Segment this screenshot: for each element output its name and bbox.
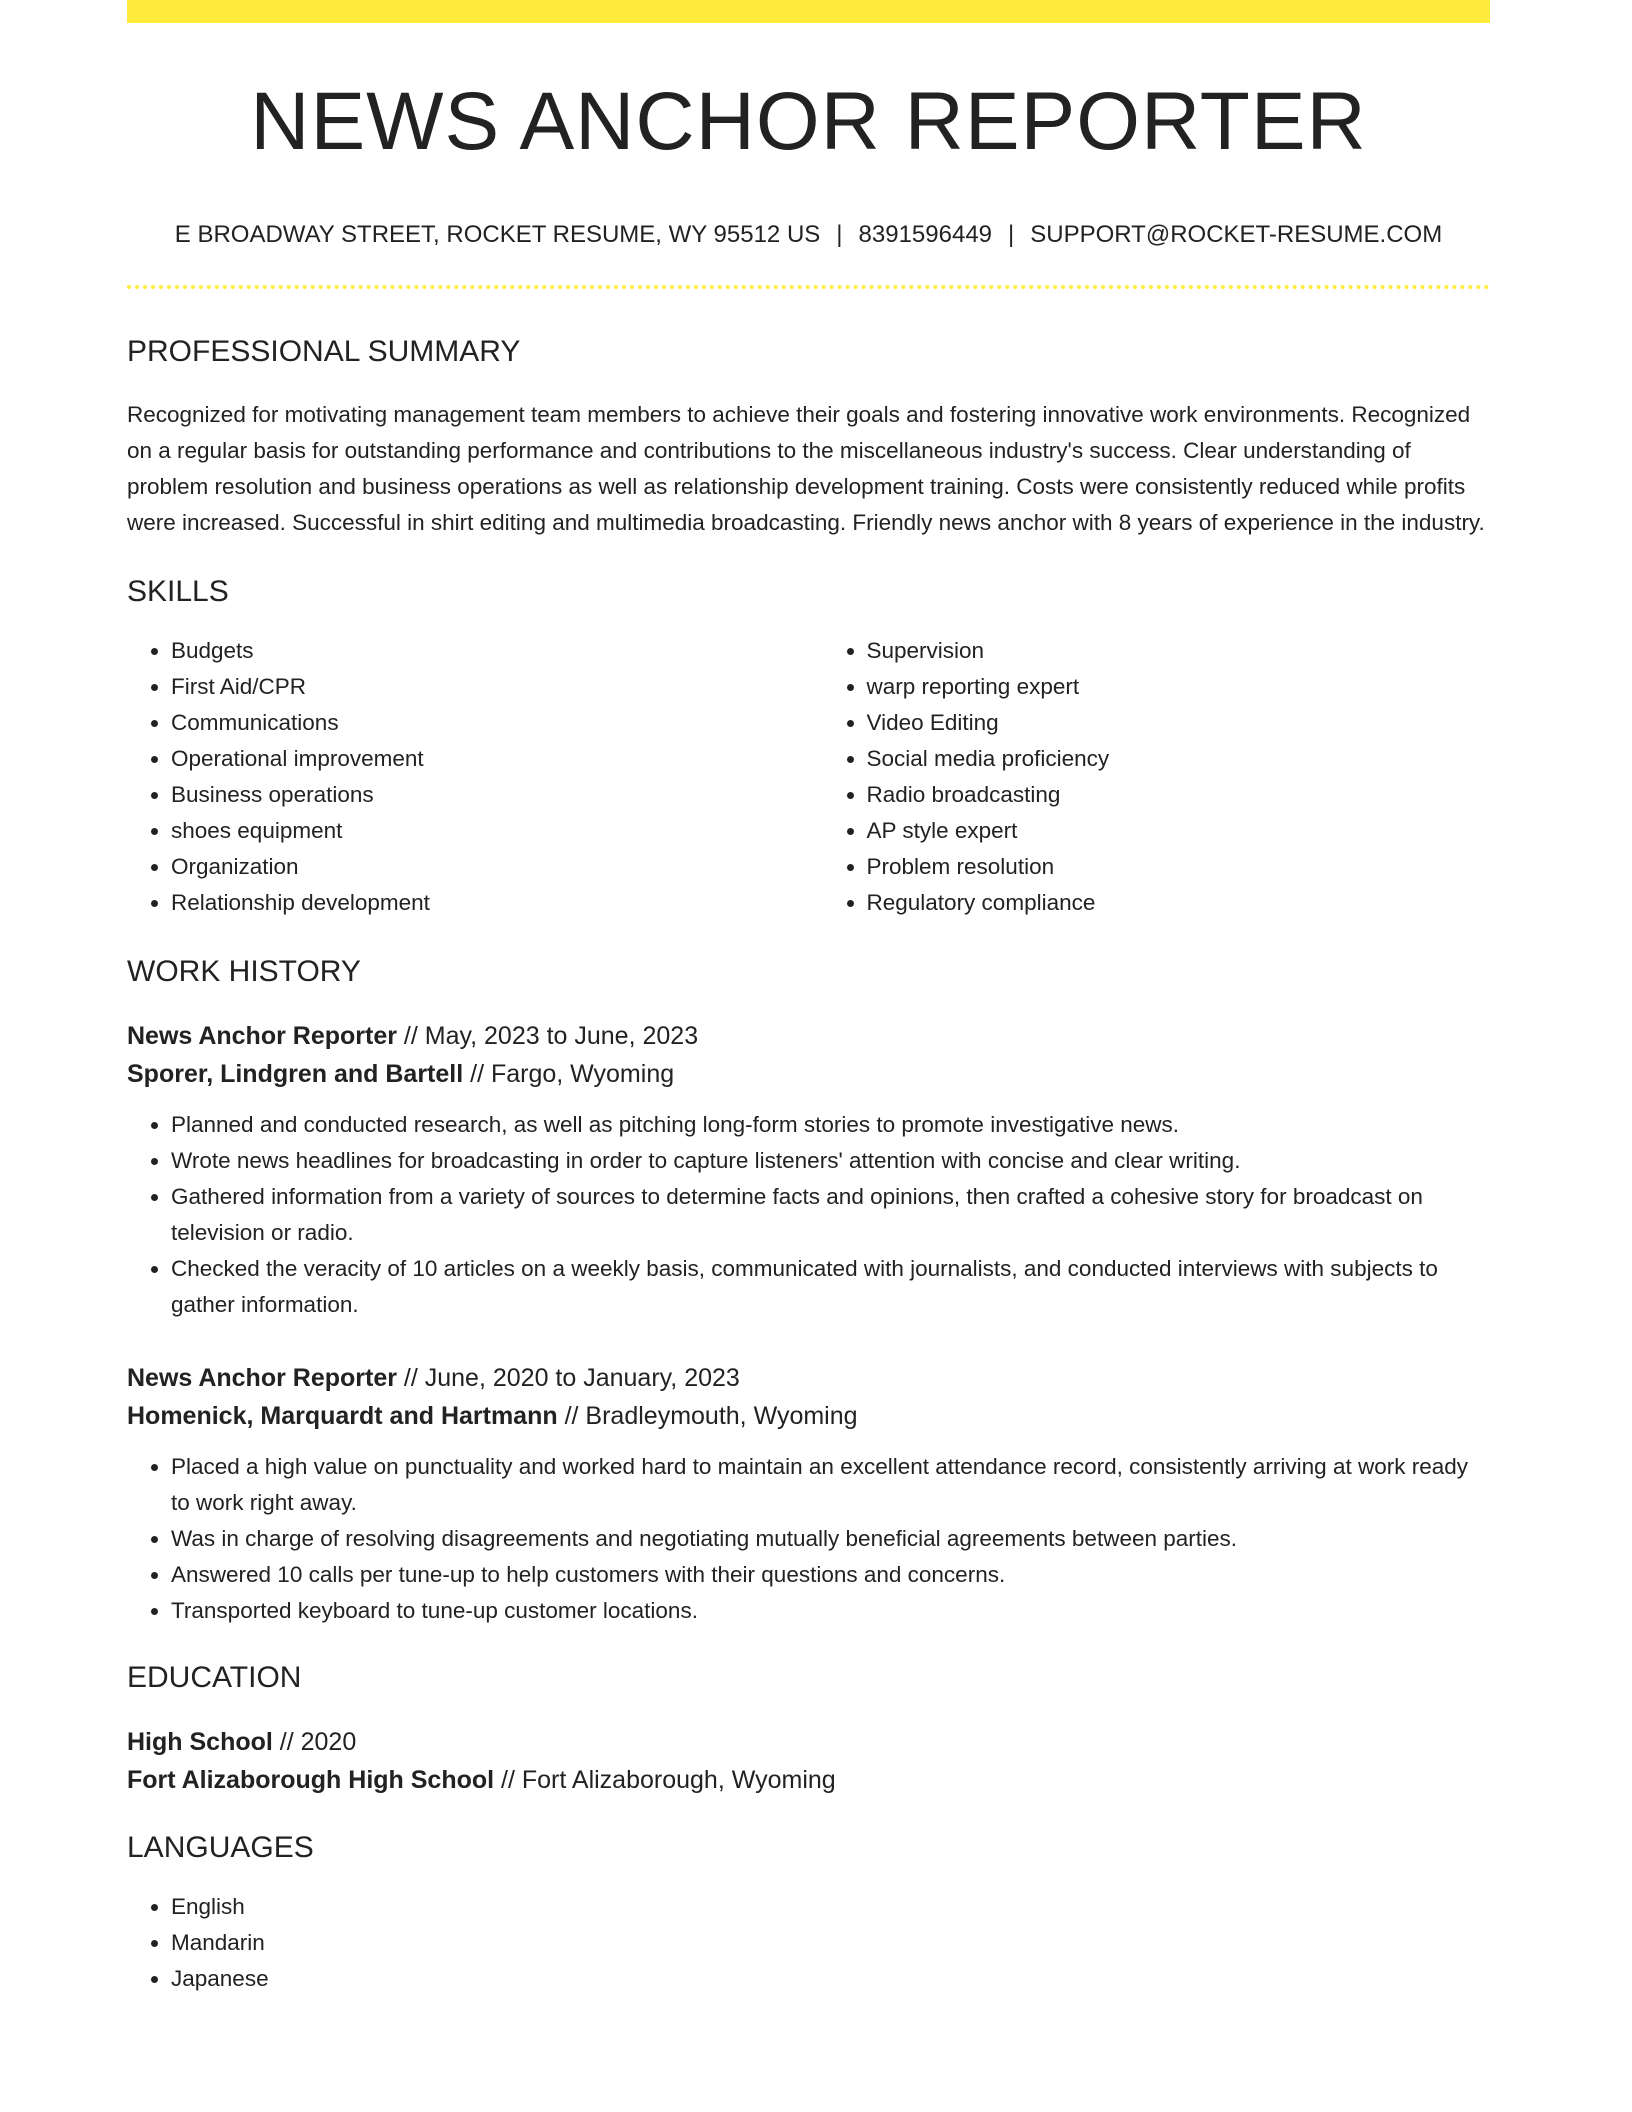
job-location: // Fargo, Wyoming [463,1060,675,1088]
job-company-line [127,1055,1490,1093]
job-bullets [127,1449,1490,1629]
job-bullet: • Wrote news headlines for broadcasting in order to capture listeners' attention with concise and clear writing. [171,1143,1490,1179]
skill-item: • Relationship development [171,885,795,921]
job-title-line [127,1017,1490,1055]
education-school: Fort Alizaborough High School [127,1766,495,1794]
languages-list [127,1889,1490,1997]
job-role: News Anchor Reporter [127,1022,397,1050]
education-degree-line [127,1723,1490,1761]
skills-list-right [823,633,1491,921]
work-history-heading: WORK HISTORY [127,955,361,988]
candidate-name: NEWS ANCHOR REPORTER [250,76,1367,167]
contact-line [127,223,1490,247]
summary-heading: PROFESSIONAL SUMMARY [127,335,521,368]
languages-heading: LANGUAGES [127,1831,314,1864]
skill-item: • AP style expert [867,813,1491,849]
skill-item: • warp reporting expert [867,669,1491,705]
job-bullet: • Planned and conducted research, as well as pitching long-form stories to promote investigative news. [171,1107,1490,1143]
skill-item: • Regulatory compliance [867,885,1491,921]
skill-item: • shoes equipment [171,813,795,849]
education-year: // 2020 [272,1728,357,1756]
job-company: Sporer, Lindgren and Bartell [127,1060,464,1088]
skill-item: • Video Editing [867,705,1491,741]
job-bullet: • Was in charge of resolving disagreements and negotiating mutually beneficial agreements between parties. [171,1521,1490,1557]
skill-item: • First Aid/CPR [171,669,795,705]
skill-item: • Problem resolution [867,849,1491,885]
job-company: Homenick, Marquardt and Hartmann [127,1402,558,1430]
skill-item: • Social media proficiency [867,741,1491,777]
accent-top-bar [127,0,1490,23]
education-entry [127,1723,1490,1799]
resume-page [127,0,1490,1997]
job-bullet: • Transported keyboard to tune-up customer locations. [171,1593,1490,1629]
language-item: • English [171,1889,1490,1925]
job-entry [127,1359,1490,1629]
skills-grid [127,633,1490,921]
contact-phone: 8391596449 [858,221,993,248]
job-bullet: • Answered 10 calls per tune-up to help customers with their questions and concerns. [171,1557,1490,1593]
education-school-line [127,1761,1490,1799]
job-bullet: • Gathered information from a variety of sources to determine facts and opinions, then crafted a cohesive story for broadcast on television or radio. [171,1179,1490,1251]
skill-item: • Organization [171,849,795,885]
language-item: • Mandarin [171,1925,1490,1961]
contact-address: E BROADWAY STREET, ROCKET RESUME, WY 95512 US [174,221,821,248]
contact-email: SUPPORT@ROCKET-RESUME.COM [1030,221,1443,248]
education-degree: High School [127,1728,273,1756]
skill-item: • Budgets [171,633,795,669]
skill-item: • Communications [171,705,795,741]
contact-separator: | [1008,221,1015,248]
skills-list-left [127,633,795,921]
skill-item: • Operational improvement [171,741,795,777]
job-bullet: • Placed a high value on punctuality and worked hard to maintain an excellent attendance record, consistently arriving at work ready to work right away. [171,1449,1490,1521]
skill-item: • Radio broadcasting [867,777,1491,813]
job-dates: // June, 2020 to January, 2023 [396,1364,740,1392]
skills-heading: SKILLS [127,575,229,608]
contact-separator: | [836,221,843,248]
job-bullets [127,1107,1490,1323]
education-heading: EDUCATION [127,1661,302,1694]
job-role: News Anchor Reporter [127,1364,397,1392]
skill-item: • Supervision [867,633,1491,669]
dotted-divider [127,285,1490,289]
job-location: // Bradleymouth, Wyoming [557,1402,858,1430]
job-dates: // May, 2023 to June, 2023 [396,1022,699,1050]
summary-text: Recognized for motivating management team members to achieve their goals and fostering innovative work environments. Recognized on a regular basis for outstanding performance and contributions to the miscellaneous industry's success. Clear understanding of problem resolution and business operations as well as relationship development training. Costs were consistently reduced while profits were increased. Successful in shirt editing and multimedia broadcasting. Friendly news anchor with 8 years of experience in the industry. [127,402,1485,535]
job-company-line [127,1397,1490,1435]
skill-item: • Business operations [171,777,795,813]
job-title-line [127,1359,1490,1397]
job-bullet: • Checked the veracity of 10 articles on a weekly basis, communicated with journalists, and conducted interviews with subjects to gather information. [171,1251,1490,1323]
language-item: • Japanese [171,1961,1490,1997]
job-entry [127,1017,1490,1323]
education-location: // Fort Alizaborough, Wyoming [494,1766,836,1794]
